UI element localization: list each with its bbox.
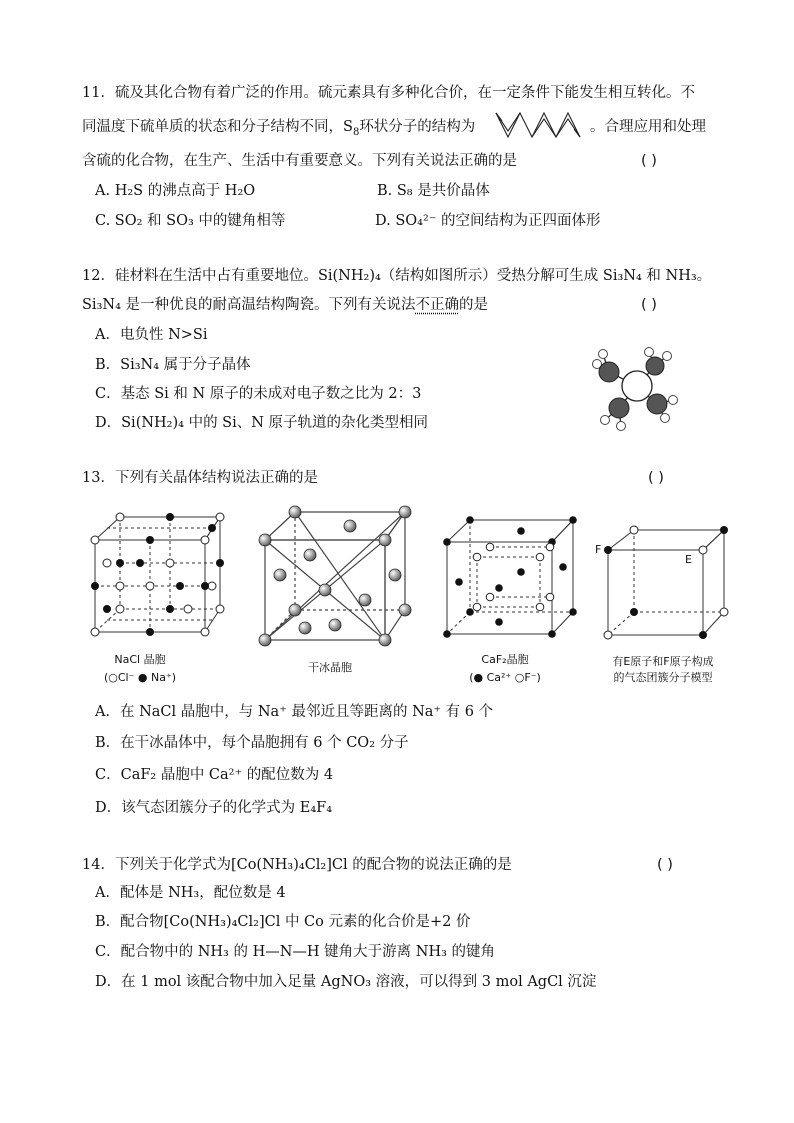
cluster-label-f: F — [595, 543, 602, 556]
q14-option-b: B．配合物[Co(NH₃)₄Cl₂]Cl 中 Co 元素的化合价是+2 价 — [95, 914, 471, 930]
q11-option-b: B. S₈ 是共价晶体 — [377, 183, 490, 199]
q11-stem-line2-post: 。合理应用和处理 — [590, 119, 706, 135]
q12-stem-line1: 12．硅材料在生活中占有重要地位。Si(NH₂)₄（结构如图所示）受热分解可生成 Si₃N₄ 和 NH₃。 — [82, 268, 712, 284]
q11-stem-line1: 11．硫及其化合物有着广泛的作用。硫元素具有多种化合价，在一定条件下能发生相互转化。不 — [82, 85, 695, 101]
s8-ring-structure-icon — [492, 109, 586, 141]
q11-option-a: A. H₂S 的沸点高于 H₂O — [95, 183, 256, 199]
q13-answer-bracket: ( ) — [648, 470, 664, 486]
dry-ice-caption: 干冰晶胞 — [308, 661, 352, 674]
q12-stem-line2 — [82, 295, 488, 315]
q11-stem-line3: 含硫的化合物，在生产、生活中有重要意义。下列有关说法正确的是 — [82, 153, 517, 169]
cluster-caption-line1: 有E原子和F原子构成 — [612, 655, 714, 668]
q12-option-c: C．基态 Si 和 N 原子的未成对电子数之比为 2：3 — [95, 386, 422, 402]
si-nh2-4-molecule-model-icon — [585, 342, 695, 434]
q12-emphasis-not-correct: 不正确 — [415, 297, 459, 313]
caf2-unit-cell-diagram — [435, 512, 580, 642]
q14-option-d: D．在 1 mol 该配合物中加入足量 AgNO₃ 溶液，可以得到 3 mol AgCl 沉淀 — [95, 974, 597, 990]
q14-option-c: C．配合物中的 NH₃ 的 H—N—H 键角大于游离 NH₃ 的键角 — [95, 944, 496, 960]
q14-option-a: A．配体是 NH₃，配位数是 4 — [95, 885, 286, 901]
cluster-molecule-model-diagram — [596, 520, 736, 645]
q11-answer-bracket: ( ) — [641, 153, 657, 169]
q14-answer-bracket: ( ) — [657, 857, 673, 873]
q12-option-b: B．Si₃N₄ 属于分子晶体 — [95, 357, 251, 373]
q11-stem-line2-mid: 环状分子的结构为 — [359, 119, 476, 135]
q12-option-d: D．Si(NH₂)₄ 中的 Si、N 原子轨道的杂化类型相同 — [95, 415, 429, 431]
q13-option-b: B．在干冰晶体中，每个晶胞拥有 6 个 CO₂ 分子 — [95, 735, 409, 751]
q11-stem-line2 — [82, 117, 475, 137]
q13-stem: 13．下列有关晶体结构说法正确的是 — [82, 470, 318, 486]
nacl-unit-cell-diagram — [80, 505, 230, 640]
nacl-legend: (○Cl⁻ ● Na⁺) — [103, 671, 177, 684]
q12-stem-line2-pre: Si₃N₄ 是一种优良的耐高温结构陶瓷。下列有关说法 — [82, 297, 416, 313]
cluster-caption-line2: 的气态团簇分子模型 — [613, 671, 713, 684]
caf2-caption: CaF₂晶胞 — [481, 653, 529, 666]
nacl-caption: NaCl 晶胞 — [114, 653, 166, 666]
q13-option-c: C．CaF₂ 晶胞中 Ca²⁺ 的配位数为 4 — [95, 767, 334, 783]
q11-stem-line2-pre: 同温度下硫单质的状态和分子结构不同，S — [82, 119, 353, 135]
q12-answer-bracket: ( ) — [641, 297, 657, 313]
q12-option-a: A．电负性 N>Si — [95, 327, 208, 343]
q11-s8-subscript: 8 — [352, 126, 360, 138]
dry-ice-unit-cell-diagram — [250, 500, 420, 655]
q11-option-d: D. SO₄²⁻ 的空间结构为正四面体形 — [375, 213, 601, 229]
q14-stem: 14．下列关于化学式为[Co(NH₃)₄Cl₂]Cl 的配合物的说法正确的是 — [82, 857, 512, 873]
caf2-legend: (● Ca²⁺ ○F⁻) — [469, 671, 541, 684]
q13-option-d: D．该气态团簇分子的化学式为 E₄F₄ — [95, 800, 333, 816]
q12-stem-line2-post: 的是 — [459, 297, 488, 313]
q11-option-c: C. SO₂ 和 SO₃ 中的键角相等 — [95, 213, 286, 229]
cluster-label-e: E — [685, 553, 692, 566]
q13-option-a: A．在 NaCl 晶胞中，与 Na⁺ 最邻近且等距离的 Na⁺ 有 6 个 — [95, 704, 494, 720]
